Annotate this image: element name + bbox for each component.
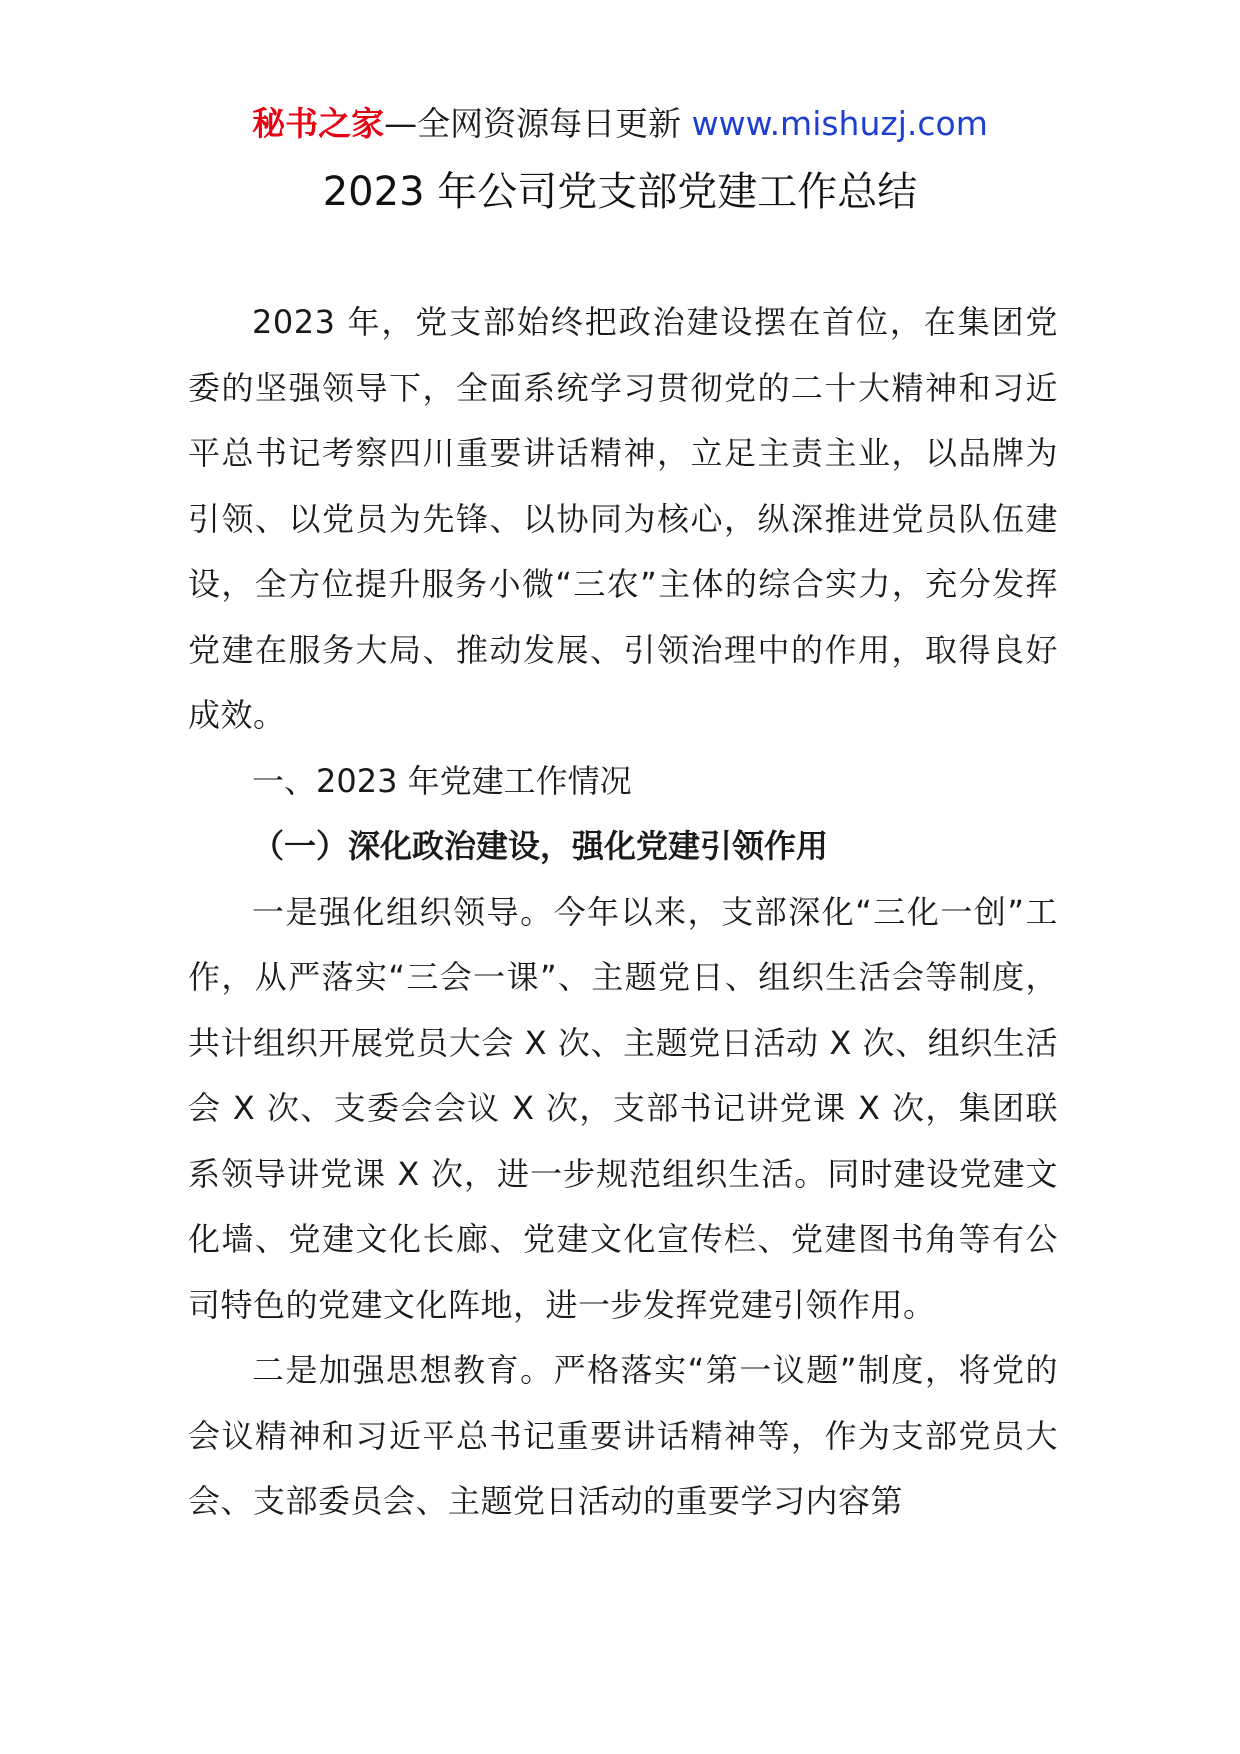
site-name: 秘书之家 [252, 104, 385, 143]
document-body [188, 290, 1058, 1535]
section-heading: 一、2023 年党建工作情况 [252, 761, 632, 800]
site-url-link[interactable]: www.mishuzj.com [691, 104, 988, 143]
document-title: 2023 年公司党支部党建工作总结 [322, 169, 918, 215]
subsection-heading: （一）深化政治建设，强化党建引领作用 [252, 827, 829, 865]
body-paragraph-1: 一是强化组织领导。今年以来，支部深化“三化一创”工作，从严落实“三会一课”、主题党日、组织生活会等制度，共计组织开展党员大会 X 次、主题党日活动 X 次、组织生活会 X 次、支委会会议 X 次，支部书记讲党课 X 次，集团联系领导讲党课 X 次，进一步规范组织生活。同时建设党建文化墙、党建文化长廊、党建文化宣传栏、党建图书角等有公司特色的党建文化阵地，进一步发挥党建引领作用。 [188, 892, 1058, 1324]
intro-paragraph: 2023 年，党支部始终把政治建设摆在首位，在集团党委的坚强领导下，全面系统学习贯彻党的二十大精神和习近平总书记考察四川重要讲话精神，立足主责主业，以品牌为引领、以党员为先锋、以协同为核心，纵深推进党员队伍建设，全方位提升服务小微“三农”主体的综合实力，充分发挥党建在服务大局、推动发展、引领治理中的作用，取得良好成效。 [188, 303, 1058, 734]
site-header-banner [0, 104, 1240, 144]
site-slogan: —全网资源每日更新 [384, 104, 682, 143]
body-paragraph-2: 二是加强思想教育。严格落实“第一议题”制度，将党的会议精神和习近平总书记重要讲话精神等，作为支部党员大会、支部委员会、主题党日活动的重要学习内容第 [188, 1351, 1058, 1520]
